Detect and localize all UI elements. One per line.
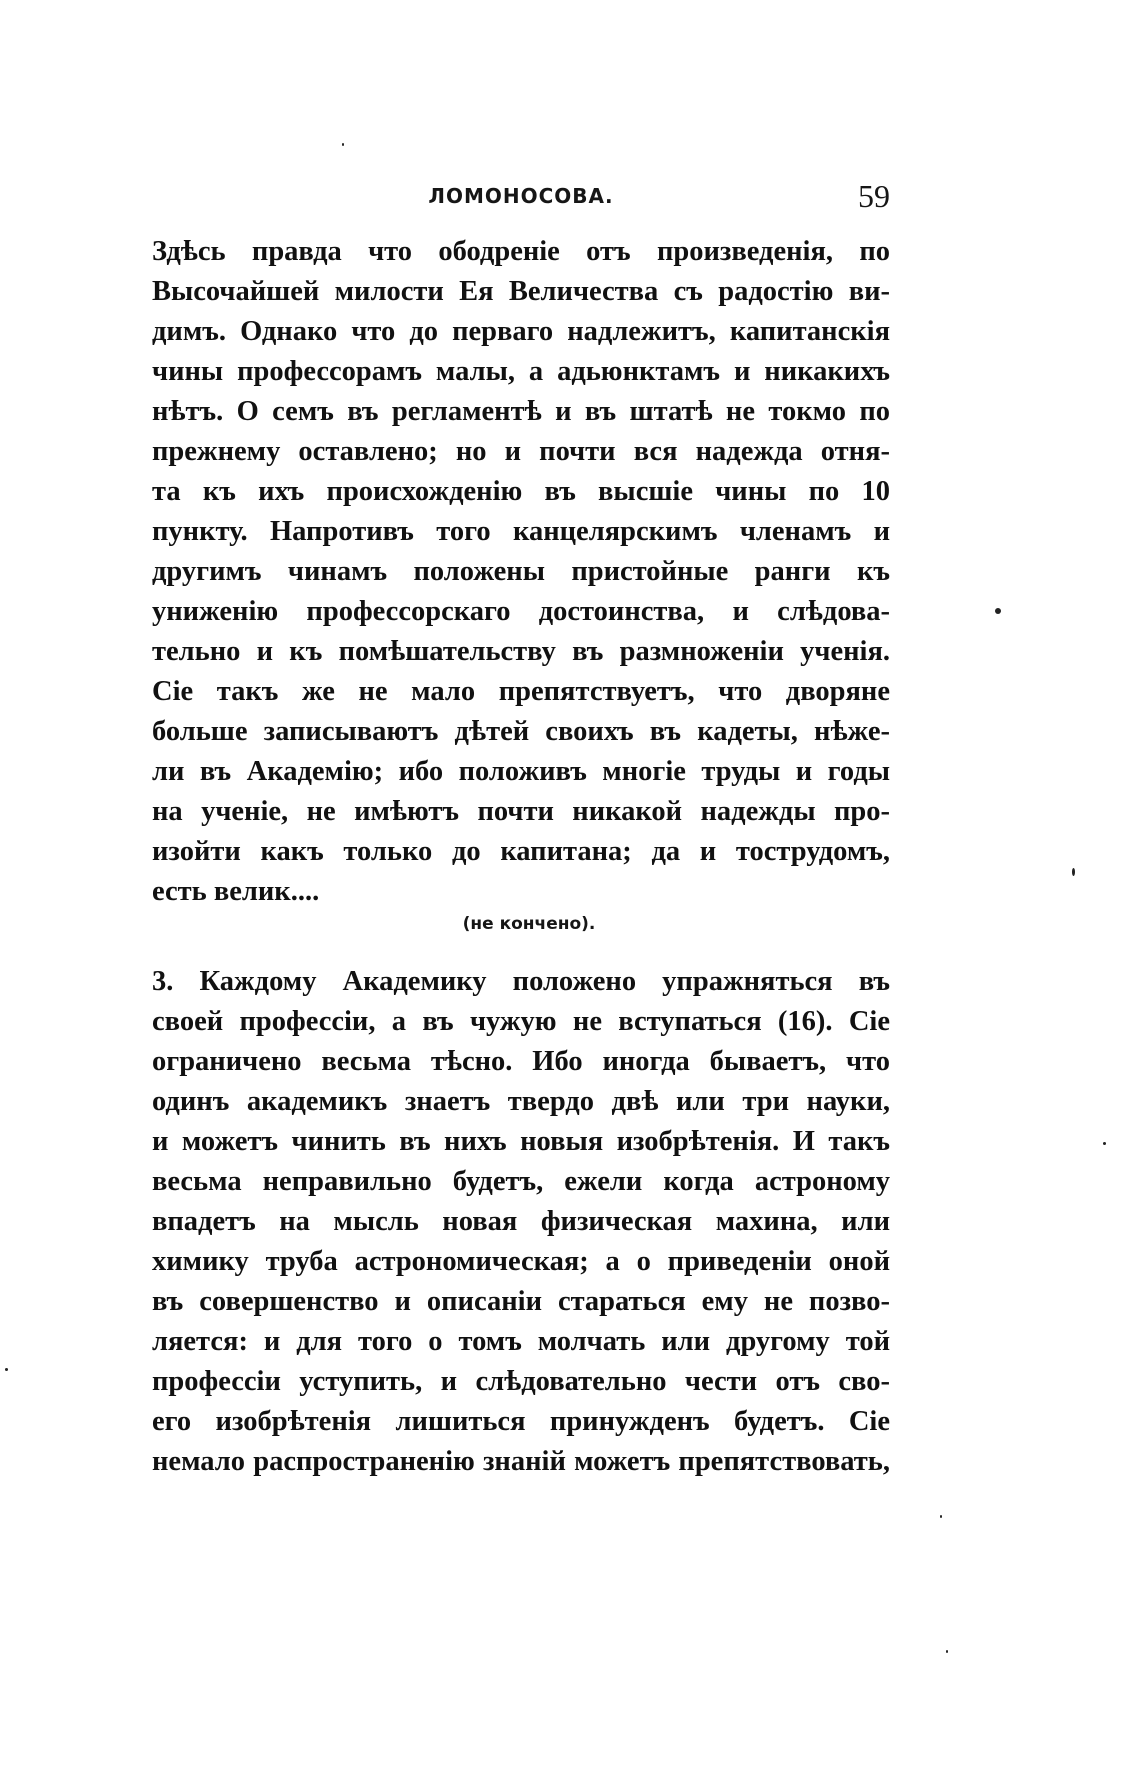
scan-speck <box>1072 868 1075 876</box>
scan-speck <box>940 1515 942 1518</box>
text-line: ляется: и для того о томъ молчать или другому той <box>152 1326 890 1357</box>
text-line: Сіе такъ же не мало препятствуетъ, что дворяне <box>152 676 890 707</box>
scan-speck <box>1103 1142 1106 1145</box>
text-line: униженію профессорскаго достоинства, и слѣдова- <box>152 596 890 627</box>
text-line: та къ ихъ происхожденію въ высшіе чины по 10 <box>152 476 890 507</box>
scan-speck <box>342 143 344 146</box>
text-line: изойти какъ только до капитана; да и тострудомъ, <box>152 836 890 867</box>
unfinished-note: (не кончено). <box>462 914 596 934</box>
text-line: тельно и къ помѣшательству въ размноженіи ученія. <box>152 636 890 667</box>
text-line: нѣтъ. О семъ въ регламентѣ и въ штатѣ не токмо по <box>152 396 890 427</box>
text-line: димъ. Однако что до перваго надлежитъ, капитанскія <box>152 316 890 347</box>
text-line: есть велик.... <box>152 876 320 907</box>
text-line: больше записываютъ дѣтей своихъ въ кадеты, нѣже- <box>152 716 890 747</box>
text-line: и можетъ чинить въ нихъ новыя изобрѣтенія. И такъ <box>152 1126 890 1157</box>
text-line: ограничено весьма тѣсно. Ибо иногда бываетъ, что <box>152 1046 890 1077</box>
text-line: химику труба астрономическая; а о приведеніи оной <box>152 1246 890 1277</box>
paragraph-first <box>152 232 890 912</box>
text-line: Здѣсь правда что ободреніе отъ произведенія, по <box>152 236 890 267</box>
text-line: профессіи уступить, и слѣдовательно чести отъ сво- <box>152 1366 890 1397</box>
text-line: впадетъ на мысль новая физическая махина, или <box>152 1206 890 1237</box>
running-head <box>152 178 890 218</box>
text-line: на ученіе, не имѣютъ почти никакой надежды про- <box>152 796 890 827</box>
text-line: одинъ академикъ знаетъ твердо двѣ или три науки, <box>152 1086 890 1117</box>
paragraph-point-3 <box>152 962 890 1482</box>
text-line: пункту. Напротивъ того канцелярскимъ членамъ и <box>152 516 890 547</box>
scan-speck <box>995 608 1001 614</box>
text-line: другимъ чинамъ положены пристойные ранги къ <box>152 556 890 587</box>
text-line: весьма неправильно будетъ, ежели когда астроному <box>152 1166 890 1197</box>
scan-speck <box>5 1368 8 1371</box>
text-line: ли въ Академію; ибо положивъ многіе труды и годы <box>152 756 890 787</box>
text-line: немало распространенію знаній можетъ препятствовать, <box>152 1446 890 1477</box>
text-line: чины профессорамъ малы, а адьюнктамъ и никакихъ <box>152 356 890 387</box>
text-line: своей профессіи, а въ чужую не вступаться (16). Сіе <box>152 1006 890 1037</box>
text-line: прежнему оставлено; но и почти вся надежда отня- <box>152 436 890 467</box>
text-line: 3. Каждому Академику положено упражняться въ <box>152 966 890 997</box>
scan-speck <box>946 1650 948 1653</box>
text-line: въ совершенство и описаніи стараться ему не позво- <box>152 1286 890 1317</box>
text-line: его изобрѣтенія лишиться принужденъ будетъ. Сіе <box>152 1406 890 1437</box>
text-line: Высочайшей милости Ея Величества съ радостію ви- <box>152 276 890 307</box>
running-title: ЛОМОНОСОВА. <box>428 184 614 208</box>
page-number: 59 <box>858 178 890 214</box>
